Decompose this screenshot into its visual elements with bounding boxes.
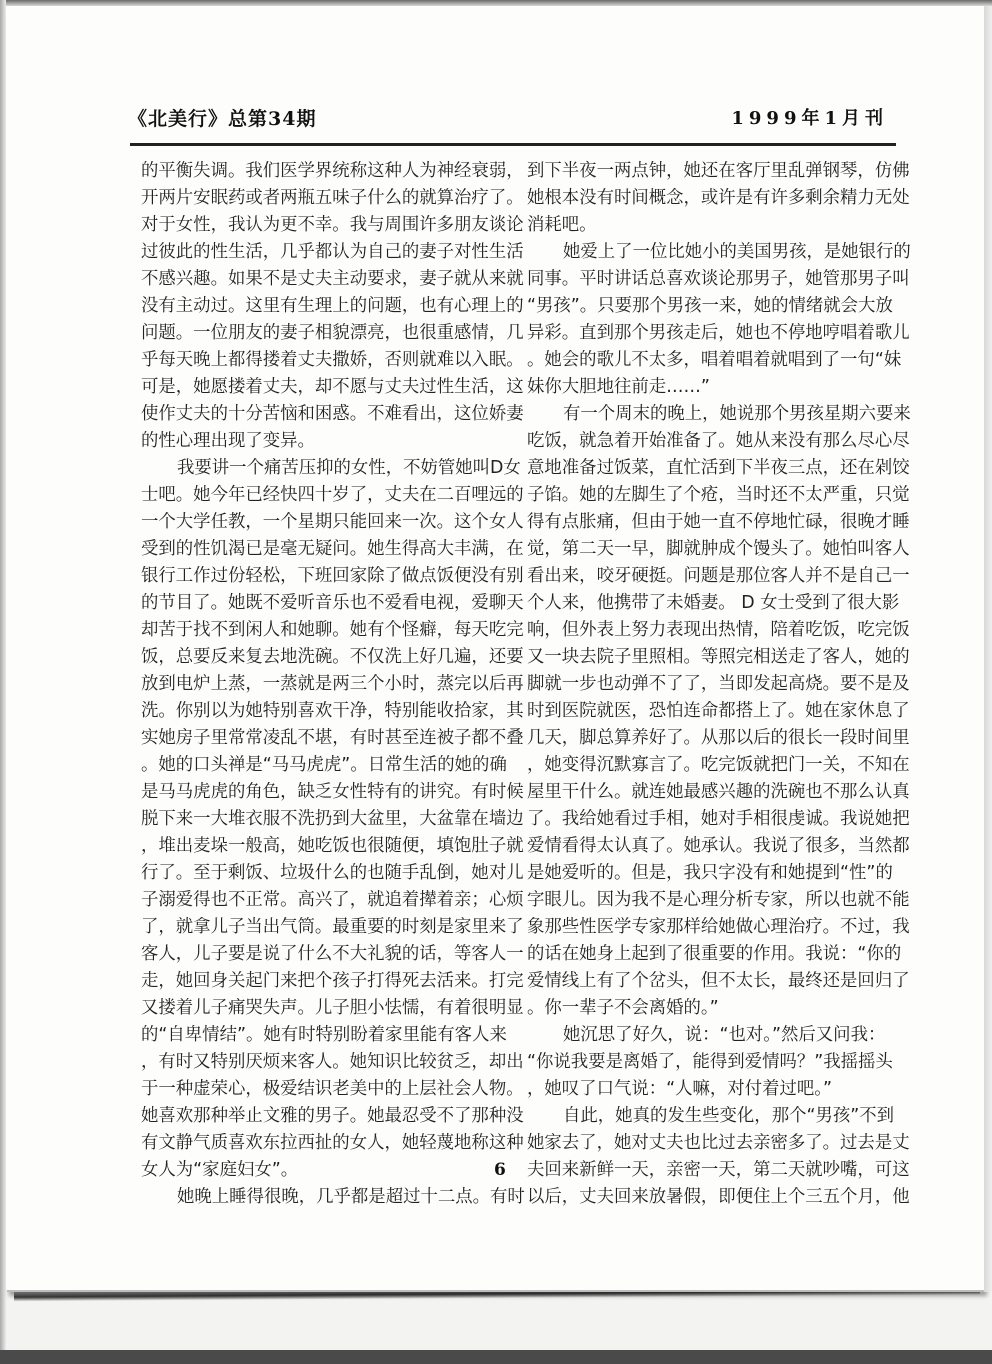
- text-line: 几天，脚总算养好了。从那以后的很长一段时间里: [527, 728, 910, 748]
- text-line: 她家去了，她对丈夫也比过去亲密多了。过去是丈: [527, 1133, 910, 1153]
- scanner-bottom-band: [0, 1350, 992, 1364]
- text-line: 行了。至于剩饭、垃圾什么的也随手乱倒，她对儿: [141, 863, 524, 883]
- text-line: 。你一辈子不会离婚的。”: [527, 998, 719, 1018]
- text-line: 的平衡失调。我们医学界统称这种人为神经衰弱，: [141, 161, 524, 181]
- right-column: [527, 158, 911, 1211]
- header-rule: [130, 143, 896, 146]
- text-line: 是马马虎虎的角色，缺乏女性特有的讲究。有时候: [141, 782, 524, 802]
- text-line: 士吧。她今年已经快四十岁了，丈夫在二百哩远的: [141, 485, 524, 505]
- text-line: 没有主动过。这里有生理上的问题，也有心理上的: [141, 296, 524, 316]
- text-line: 觉，第二天一早，脚就肿成个馒头了。她怕叫客人: [527, 539, 910, 559]
- text-line: 的“自卑情结”。她有时特别盼着家里能有客人来: [141, 1025, 507, 1045]
- text-line: 客人，儿子要是说了什么不大礼貌的话，等客人一: [141, 944, 524, 964]
- text-line: 意地准备过饭菜，直忙活到下半夜三点，还在剁饺: [527, 458, 910, 478]
- text-line: 洗。你别以为她特别喜欢干净，特别能收拾家，其: [141, 701, 524, 721]
- text-line: 了。我给她看过手相，她对手相很虔诚。我说她把: [527, 809, 910, 829]
- text-line: 。她会的歌儿不太多，唱着唱着就唱到了一句“妹: [527, 350, 902, 370]
- text-line: 她根本没有时间概念，或许是有许多剩余精力无处: [527, 188, 910, 208]
- text-line: 问题。一位朋友的妻子相貌漂亮，也很重感情，几: [141, 323, 524, 343]
- text-line: 吃饭，就急着开始准备了。她从来没有那么尽心尽: [527, 431, 910, 451]
- text-line: 看出来，咬牙硬挺。问题是那位客人并不是自己一: [527, 566, 910, 586]
- text-line: 使作丈夫的十分苦恼和困惑。不难看出，这位娇妻: [141, 404, 524, 424]
- text-line: 有文静气质喜欢东拉西扯的女人，她轻蔑地称这种: [141, 1133, 524, 1153]
- text-line: 对于女性，我认为更不幸。我与周围许多朋友谈论: [141, 215, 524, 235]
- text-line: 脱下来一大堆衣服不洗扔到大盆里，大盆靠在墙边: [141, 809, 524, 829]
- text-line: 象那些性医学专家那样给她做心理治疗。不过，我: [527, 917, 910, 937]
- text-line: 时到医院就医，恐怕连命都搭上了。她在家休息了: [527, 701, 910, 721]
- text-line: 开两片安眠药或者两瓶五味子什么的就算治疗了。: [141, 188, 524, 208]
- text-line: 爱情线上有了个岔头，但不太长，最终还是回归了: [527, 971, 910, 991]
- page-shadow: [984, 6, 992, 1292]
- text-line: 可是，她愿搂着丈夫，却不愿与丈夫过性生活，这: [141, 377, 524, 397]
- text-line: 却苦于找不到闲人和她聊。她有个怪癖，每天吃完: [141, 620, 524, 640]
- text-line: 有一个周末的晚上，她说那个男孩星期六要来: [563, 404, 911, 424]
- text-line: 脚就一步也动弹不了了，当即发起高烧。要不是及: [527, 674, 910, 694]
- text-line: “你说我要是离婚了，能得到爱情吗？”我摇摇头: [527, 1052, 893, 1072]
- text-line: 以后，丈夫回来放暑假，即便住上个三五个月，他: [527, 1187, 910, 1207]
- text-line: 到下半夜一两点钟，她还在客厅里乱弹钢琴，仿佛: [527, 161, 910, 181]
- text-line: 子溺爱得也不正常。高兴了，就追着撵着亲；心烦: [141, 890, 524, 910]
- text-line: 过彼此的性生活，几乎都认为自己的妻子对性生活: [141, 242, 524, 262]
- text-line: 妹你大胆地往前走……”: [527, 377, 710, 397]
- text-line: 爱情看得太认真了。她承认。我说了很多，当然都: [527, 836, 910, 856]
- text-line: 是她爱听的。但是，我只字没有和她提到“性”的: [527, 863, 893, 883]
- text-line: 于一种虚荣心，极爱结识老美中的上层社会人物。: [141, 1079, 524, 1099]
- text-line: 她晚上睡得很晚，几乎都是超过十二点。有时: [177, 1187, 525, 1207]
- text-line: 屋里干什么。就连她最感兴趣的洗碗也不那么认真: [527, 782, 910, 802]
- text-line: 自此，她真的发生些变化，那个“男孩”不到: [563, 1106, 895, 1126]
- text-line: 她沉思了好久，说：“也对。”然后又问我：: [563, 1025, 886, 1045]
- text-line: 饭，总要反来复去地洗碗。不仅洗上好几遍，还要: [141, 647, 524, 667]
- text-line: 同事。平时讲话总喜欢谈论那男子，她管那男子叫: [527, 269, 910, 289]
- text-line: 字眼儿。因为我不是心理分析专家，所以也就不能: [527, 890, 910, 910]
- text-line: 她喜欢那种举止文雅的男子。她最忍受不了那种没: [141, 1106, 524, 1126]
- text-line: ，她变得沉默寡言了。吃完饭就把门一关，不知在: [527, 755, 910, 775]
- text-line: 。她的口头禅是“马马虎虎”。日常生活的她的确: [141, 755, 507, 775]
- text-line: ，有时又特别厌烦来客人。她知识比较贫乏，却出: [141, 1052, 524, 1072]
- text-line: 响，但外表上努力表现出热情，陪着吃饭，吃完饭: [527, 620, 910, 640]
- text-line: 银行工作过份轻松，下班回家除了做点饭便没有别: [141, 566, 524, 586]
- text-line: 消耗吧。: [527, 215, 597, 235]
- running-header: [128, 104, 888, 134]
- text-line: 乎每天晚上都得搂着丈夫撒娇，否则就难以入眠。: [141, 350, 524, 370]
- left-column: [141, 158, 525, 1211]
- text-line: ，堆出麦垛一般高，她吃饭也很随便，填饱肚子就: [141, 836, 524, 856]
- text-line: 不感兴趣。如果不是丈夫主动要求，妻子就从来就: [141, 269, 524, 289]
- text-line: 子馅。她的左脚生了个疮，当时还不太严重，只觉: [527, 485, 910, 505]
- text-line: 个人来，他携带了未婚妻。 D 女士受到了很大影: [527, 593, 900, 613]
- text-line: 她爱上了一位比她小的美国男孩，是她银行的: [563, 242, 911, 262]
- text-line: 又一块去院子里照相。等照完相送走了客人，她的: [527, 647, 910, 667]
- page-number: 6: [494, 1160, 506, 1180]
- text-line: 受到的性饥渴已是毫无疑问。她生得高大丰满，在: [141, 539, 524, 559]
- text-line: 异彩。直到那个男孩走后，她也不停地哼唱着歌儿: [527, 323, 910, 343]
- publication-title: 《北美行》总第34期: [128, 108, 317, 130]
- text-line: 的话在她身上起到了很重要的作用。我说：“你的: [527, 944, 902, 964]
- text-line: 夫回来新鲜一天，亲密一天，第二天就吵嘴，可这: [527, 1160, 910, 1180]
- text-line: 实她房子里常常凌乱不堪，有时甚至连被子都不叠: [141, 728, 524, 748]
- text-line: 得有点胀痛，但由于她一直不停地忙碌，很晚才睡: [527, 512, 910, 532]
- text-line: 我要讲一个痛苦压抑的女性，不妨管她叫D女: [177, 458, 521, 478]
- issue-date: 1999年1月刊: [731, 108, 888, 129]
- text-line: 又搂着儿子痛哭失声。儿子胆小怯懦，有着很明显: [141, 998, 524, 1018]
- text-line: ，她叹了口气说：“人嘛，对付着过吧。”: [527, 1079, 832, 1099]
- text-line: 放到电炉上蒸，一蒸就是两三个小时，蒸完以后再: [141, 674, 524, 694]
- text-line: 女人为“家庭妇女”。: [141, 1160, 299, 1180]
- text-line: 的性心理出现了变异。: [141, 431, 315, 451]
- text-line: 了，就拿儿子当出气筒。最重要的时刻是家里来了: [141, 917, 524, 937]
- text-line: 的节目了。她既不爱听音乐也不爱看电视，爱聊天: [141, 593, 524, 613]
- text-line: “男孩”。只要那个男孩一来，她的情绪就会大放: [527, 296, 893, 316]
- text-line: 一个大学任教，一个星期只能回来一次。这个女人: [141, 512, 524, 532]
- text-line: 走，她回身关起门来把个孩子打得死去活来。打完: [141, 971, 524, 991]
